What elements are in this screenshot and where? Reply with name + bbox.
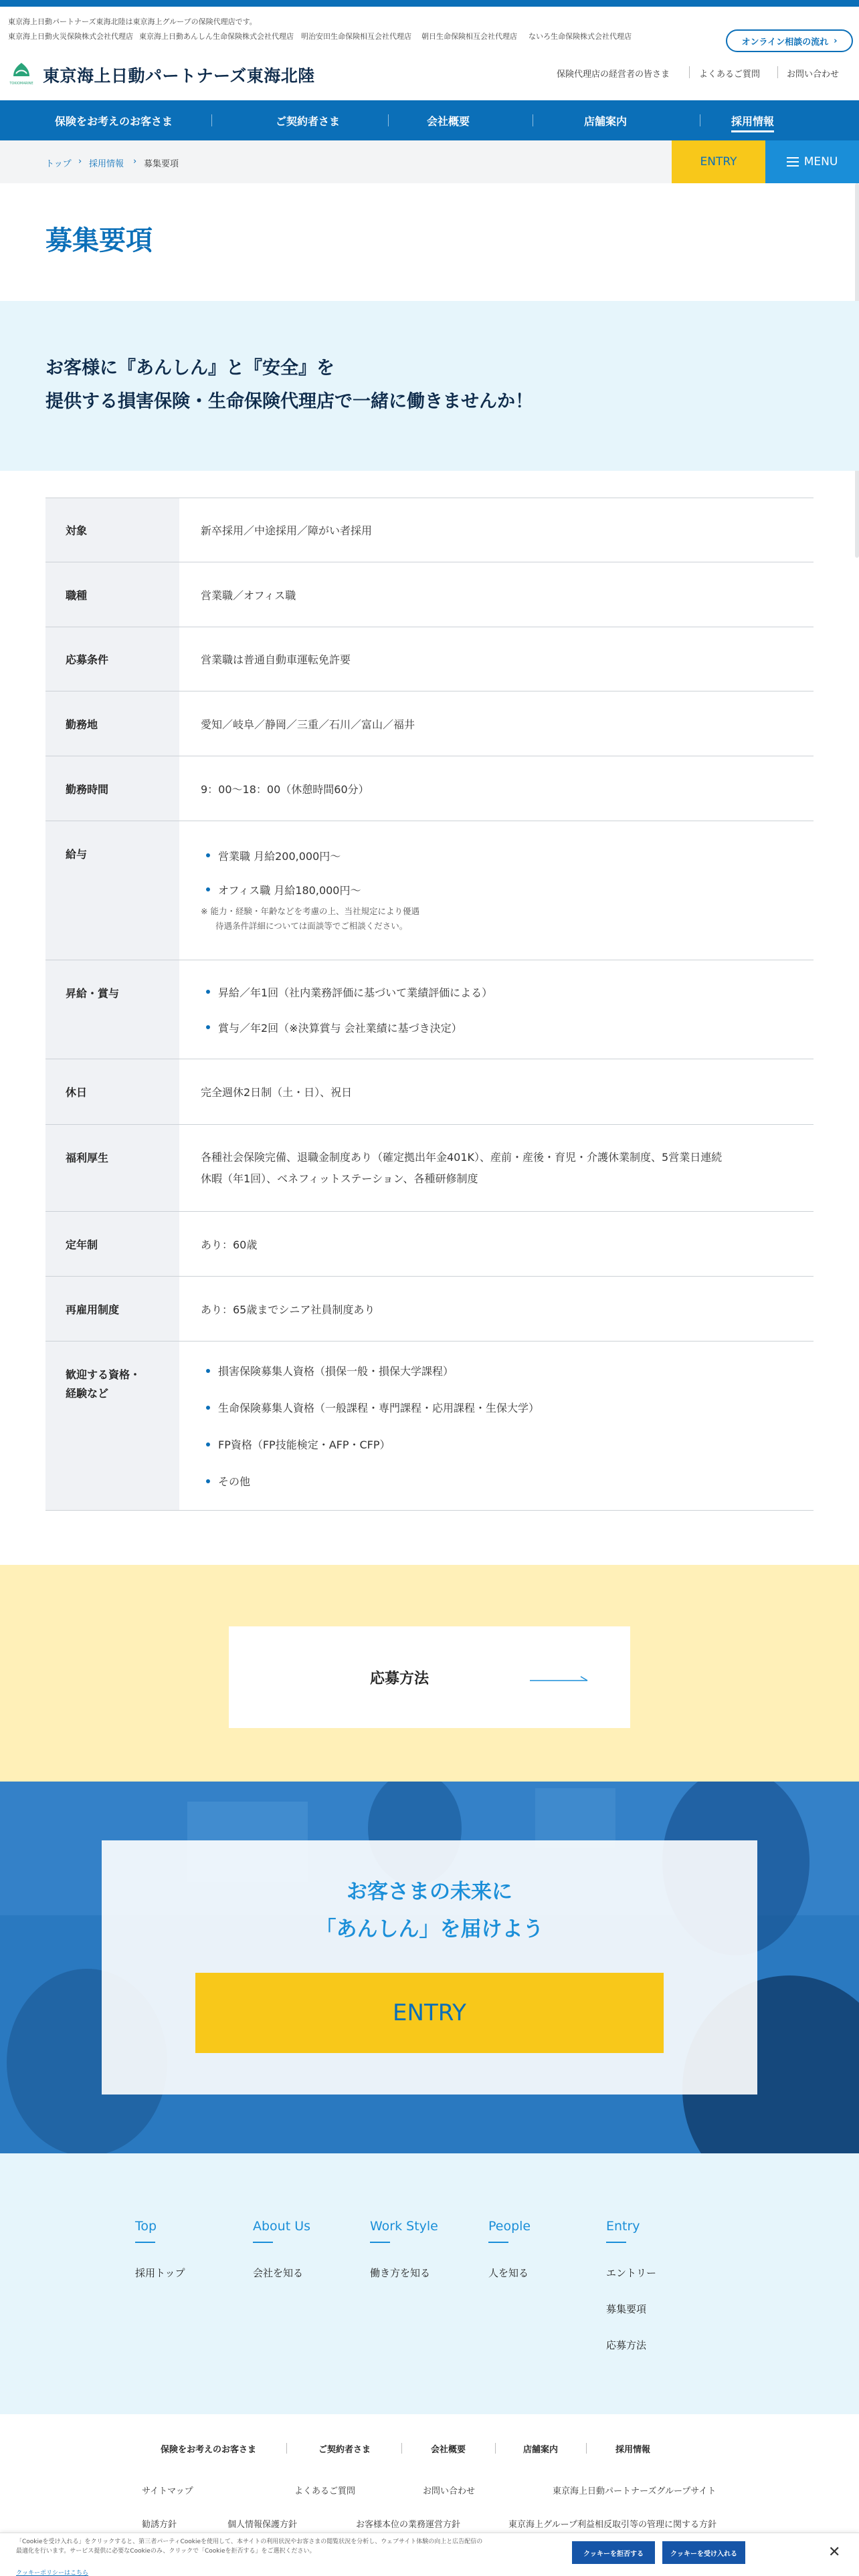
row-label bbox=[45, 1341, 179, 1510]
footer-nav-policyholders[interactable]: ご契約者さま bbox=[318, 2445, 371, 2455]
cookie-text: 「Cookieを受け入れる」をクリックすると、第三者パーティCookieを使用して、本サイトの利用状況やお客さまの閲覧状況を分析し、ウェブサイト体験の向上と広告配信の最適化を行います。サービス提供に必要なCookieのみ、クリックで「Cookieを拒否する」をご選択ください。 bbox=[16, 2539, 483, 2555]
table-row bbox=[45, 562, 814, 627]
logo-sub: TOKIOMARINE bbox=[9, 82, 33, 86]
footer-heading-workstyle[interactable]: Work Style bbox=[370, 2219, 438, 2234]
online-consult-label: オンライン相談の流れ bbox=[741, 37, 829, 47]
top-accent-bar bbox=[0, 0, 859, 7]
footer-link-recruit-top[interactable]: 採用トップ bbox=[135, 2267, 185, 2279]
agency-5: ないろ生命保険株式会社代理店 bbox=[529, 32, 632, 41]
footer-link-workstyle[interactable]: 働き方を知る bbox=[370, 2267, 431, 2279]
footer-link-customer-first[interactable]: お客様本位の業務運営方針 bbox=[356, 2520, 461, 2530]
util-link-contact[interactable]: お問い合わせ bbox=[787, 70, 840, 80]
salary-note-2: 待遇条件詳細については面談等でご相談ください。 bbox=[215, 920, 408, 931]
cookie-reject-label: クッキーを拒否する bbox=[583, 2550, 644, 2558]
chevron-right-icon: › bbox=[78, 156, 82, 167]
cta-line-2: 「あんしん」を届けよう bbox=[315, 1917, 544, 1941]
table-row bbox=[45, 498, 814, 562]
row-label: 対象 bbox=[45, 498, 179, 562]
header-tagline: 東京海上日動パートナーズ東海北陸は東京海上グループの保険代理店です。 bbox=[8, 17, 257, 26]
list-item: 営業職 月給200,000円〜 bbox=[201, 848, 341, 863]
breadcrumb-current: 募集要項 bbox=[144, 159, 179, 169]
table-row bbox=[45, 1341, 814, 1511]
list-item: 昇給／年1回（社内業務評価に基づいて業績評価による） bbox=[201, 984, 492, 1000]
row-value bbox=[179, 1125, 814, 1211]
cookie-accept-button[interactable] bbox=[662, 2541, 745, 2564]
breadcrumb-recruit[interactable]: 採用情報 bbox=[89, 159, 124, 169]
divider bbox=[689, 66, 690, 78]
footer-link-sitemap[interactable]: サイトマップ bbox=[142, 2486, 193, 2496]
lead-line-1: お客様に『あんしん』と『安全』を bbox=[45, 358, 335, 379]
footer-link-contact[interactable]: お問い合わせ bbox=[423, 2486, 476, 2496]
chevron-right-icon: › bbox=[133, 156, 137, 167]
footer-heading-people[interactable]: People bbox=[488, 2219, 531, 2234]
benefits-line-1: 各種社会保険完備、退職金制度あり（確定拠出年金401K）、産前・産後・育児・介護休業制度、5営業日連続 bbox=[201, 1151, 723, 1164]
gnav-recruit-label: 採用情報 bbox=[731, 109, 774, 132]
lead-text bbox=[45, 352, 533, 419]
footer-link-entry[interactable]: エントリー bbox=[606, 2267, 657, 2279]
table-row bbox=[45, 756, 814, 821]
site-logo[interactable]: 東京海上日動パートナーズ東海北陸 bbox=[43, 66, 315, 86]
agency-2: 東京海上日動あんしん生命保険株式会社代理店 bbox=[139, 32, 294, 41]
footer-link-group-site[interactable]: 東京海上日動パートナーズグループサイト bbox=[553, 2486, 717, 2496]
hamburger-icon bbox=[787, 157, 799, 167]
footer-heading-entry[interactable]: Entry bbox=[606, 2219, 640, 2234]
gnav-policyholders[interactable] bbox=[221, 100, 395, 140]
gnav-policyholders-label: ご契約者さま bbox=[275, 114, 340, 128]
divider bbox=[777, 66, 778, 78]
row-value: 9：00〜18：00（休憩時間60分） bbox=[201, 782, 369, 796]
divider bbox=[401, 2443, 402, 2454]
chevron-right-icon: › bbox=[834, 35, 838, 46]
row-value: あり：60歳 bbox=[201, 1238, 258, 1251]
util-link-owners[interactable]: 保険代理店の経営者の皆さま bbox=[557, 70, 670, 80]
salary-note-1: ※ 能力・経験・年齢などを考慮の上、当社規定により優遇 bbox=[201, 905, 419, 916]
table-row bbox=[45, 1277, 814, 1341]
list-item: FP資格（FP技能検定・AFP・CFP） bbox=[201, 1436, 391, 1452]
row-label-line-1: 歓迎する資格・ bbox=[66, 1368, 141, 1381]
gnav-stores-label: 店舗案内 bbox=[583, 114, 627, 128]
divider bbox=[488, 2242, 508, 2243]
list-item: その他 bbox=[201, 1473, 250, 1489]
util-link-faq[interactable]: よくあるご質問 bbox=[699, 70, 761, 80]
row-value: 愛知／岐阜／静岡／三重／石川／富山／福井 bbox=[201, 718, 415, 731]
footer-link-privacy[interactable]: 個人情報保護方針 bbox=[227, 2520, 298, 2530]
logo-icon bbox=[9, 60, 33, 87]
agency-1: 東京海上日動火災保険株式会社代理店 bbox=[8, 32, 133, 41]
benefits-line-2: 休暇（年1回）、ベネフィットステーション、各種研修制度 bbox=[201, 1172, 478, 1185]
page-title: 募集要項 bbox=[45, 225, 153, 256]
apply-method-label: 応募方法 bbox=[369, 1670, 429, 1687]
cta-line-1: お客さまの未来に bbox=[347, 1880, 512, 1904]
list-item: 賞与／年2回（※決算賞与 会社業績に基づき決定） bbox=[201, 1020, 462, 1035]
cta-message bbox=[102, 1874, 757, 1949]
divider bbox=[370, 2242, 390, 2243]
cookie-policy-link[interactable]: クッキーポリシーはこちら bbox=[16, 2570, 89, 2576]
divider bbox=[495, 2443, 496, 2454]
table-row bbox=[45, 1212, 814, 1277]
divider bbox=[286, 2443, 287, 2454]
close-icon[interactable]: ✕ bbox=[828, 2544, 841, 2561]
entry-tab-label: ENTRY bbox=[700, 155, 737, 169]
footer-nav-company[interactable]: 会社概要 bbox=[431, 2445, 466, 2455]
row-label: 応募条件 bbox=[45, 627, 179, 691]
menu-button[interactable] bbox=[765, 140, 859, 183]
gnav-recruit[interactable] bbox=[709, 100, 796, 140]
footer-heading-about[interactable]: About Us bbox=[253, 2219, 311, 2234]
list-item: 損害保険募集人資格（損保一般・損保大学課程） bbox=[201, 1363, 454, 1378]
divider bbox=[211, 114, 212, 126]
row-value: あり：65歳までシニア社員制度あり bbox=[201, 1303, 375, 1316]
row-value bbox=[179, 1341, 814, 1510]
row-label: 勤務時間 bbox=[45, 756, 179, 821]
table-row bbox=[45, 1125, 814, 1212]
cookie-reject-button[interactable] bbox=[572, 2541, 655, 2564]
footer-link-apply[interactable]: 応募方法 bbox=[606, 2339, 647, 2351]
table-row bbox=[45, 960, 814, 1059]
entry-button[interactable] bbox=[195, 1973, 664, 2053]
breadcrumb-top[interactable]: トップ bbox=[45, 159, 72, 169]
table-row bbox=[45, 1059, 814, 1125]
online-consult-button[interactable] bbox=[726, 29, 853, 52]
footer-link-solicitation[interactable]: 勧誘方針 bbox=[142, 2520, 177, 2530]
global-nav bbox=[0, 100, 859, 140]
footer-heading-top[interactable]: Top bbox=[135, 2219, 157, 2234]
row-label: 休日 bbox=[45, 1059, 179, 1124]
gnav-company[interactable] bbox=[395, 100, 502, 140]
divider bbox=[586, 2443, 587, 2454]
requirements-table bbox=[45, 498, 814, 1511]
row-label: 定年制 bbox=[45, 1212, 179, 1276]
gnav-customers[interactable] bbox=[27, 100, 201, 140]
footer-link-conflict-policy[interactable]: 東京海上グループ利益相反取引等の管理に関する方針 bbox=[508, 2520, 717, 2530]
entry-button-label: ENTRY bbox=[393, 2000, 466, 2026]
footer-nav-stores[interactable]: 店舗案内 bbox=[523, 2445, 559, 2455]
menu-label: MENU bbox=[803, 155, 838, 169]
footer-sitemap bbox=[0, 2153, 859, 2414]
table-row bbox=[45, 821, 814, 960]
divider bbox=[135, 2242, 155, 2243]
footer-nav-customers[interactable]: 保険をお考えのお客さま bbox=[161, 2445, 257, 2455]
row-value: 営業職／オフィス職 bbox=[201, 588, 296, 602]
row-label: 福利厚生 bbox=[45, 1125, 179, 1211]
row-label-line-2: 経験など bbox=[66, 1387, 109, 1400]
footer-link-about[interactable]: 会社を知る bbox=[253, 2267, 304, 2279]
row-label: 再雇用制度 bbox=[45, 1277, 179, 1341]
divider bbox=[253, 2242, 273, 2243]
arrow-right-icon bbox=[530, 1675, 589, 1683]
row-value bbox=[179, 821, 814, 960]
row-value: 営業職は普通自動車運転免許要 bbox=[201, 653, 351, 666]
agency-4: 朝日生命保険相互会社代理店 bbox=[421, 32, 517, 41]
divider bbox=[606, 2242, 626, 2243]
row-label: 勤務地 bbox=[45, 691, 179, 756]
list-item: 生命保険募集人資格（一般課程・専門課程・応用課程・生保大学） bbox=[201, 1400, 539, 1415]
entry-tab-button[interactable] bbox=[672, 140, 765, 183]
row-value bbox=[179, 960, 814, 1059]
footer-link-people[interactable]: 人を知る bbox=[488, 2267, 529, 2279]
lead-line-2: 提供する損害保険・生命保険代理店で一緒に働きませんか！ bbox=[45, 391, 533, 412]
divider bbox=[388, 114, 389, 126]
footer-link-faq[interactable]: よくあるご質問 bbox=[294, 2486, 356, 2496]
gnav-company-label: 会社概要 bbox=[426, 114, 470, 128]
footer-nav-recruit[interactable]: 採用情報 bbox=[615, 2445, 651, 2455]
row-value: 完全週休2日制（土・日）、祝日 bbox=[201, 1086, 353, 1099]
list-item: オフィス職 月給180,000円〜 bbox=[201, 882, 361, 897]
footer-link-requirements[interactable]: 募集要項 bbox=[606, 2303, 647, 2315]
row-value: 新卒採用／中途採用／障がい者採用 bbox=[201, 524, 373, 537]
row-label: 職種 bbox=[45, 562, 179, 627]
row-label: 給与 bbox=[45, 821, 179, 960]
table-row bbox=[45, 691, 814, 756]
table-row bbox=[45, 627, 814, 691]
cookie-accept-label: クッキーを受け入れる bbox=[670, 2550, 737, 2558]
gnav-customers-label: 保険をお考えのお客さま bbox=[54, 114, 173, 128]
gnav-stores[interactable] bbox=[549, 100, 662, 140]
agency-3: 明治安田生命保険相互会社代理店 bbox=[301, 32, 411, 41]
row-label: 昇給・賞与 bbox=[45, 960, 179, 1059]
